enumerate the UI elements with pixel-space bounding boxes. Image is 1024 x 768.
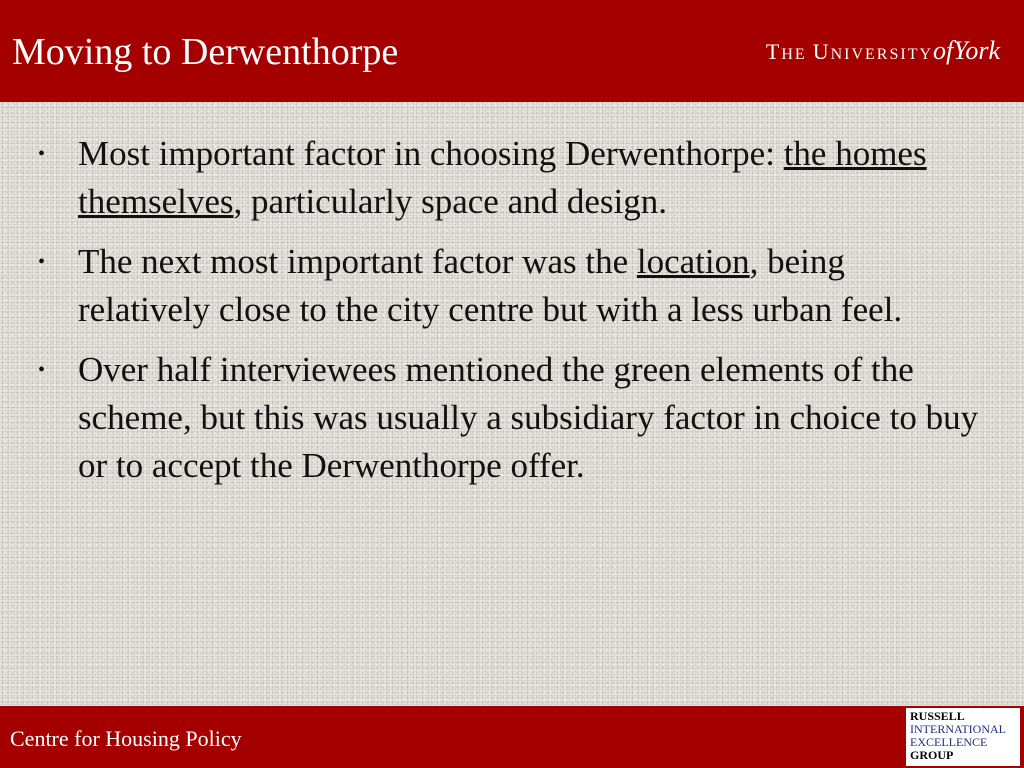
bullet-text: Over half interviewees mentioned the green elements of the scheme, but this was usually a subsidiary factor in choice to buy or to accept the Derwenthorpe offer. (78, 350, 979, 485)
bullet-text: The next most important factor was the (78, 242, 637, 281)
russell-line-1: RUSSELL (910, 709, 965, 723)
footer-bar (0, 706, 1024, 768)
header-bar (0, 0, 1024, 102)
logo-the-rest: HE (781, 46, 807, 63)
bullet-item-location (30, 238, 980, 334)
logo-of: of (933, 36, 954, 65)
logo-university-rest: NIVERSITY (830, 46, 934, 63)
bullet-text: , being relatively close to the city centre but with a less urban feel. (78, 242, 903, 329)
russell-line-2: INTERNATIONAL (910, 722, 1006, 736)
logo-the-initial: T (765, 39, 782, 64)
russell-line-3: EXCELLENCE (910, 735, 988, 749)
logo-university-initial: U (812, 39, 831, 64)
emphasis-homes-themselves: the homes themselves (78, 134, 927, 221)
slide-title: Moving to Derwenthorpe (12, 31, 399, 73)
bullet-icon: • (38, 359, 46, 381)
russell-line-4: GROUP (910, 748, 954, 762)
footer-department: Centre for Housing Policy (10, 726, 242, 751)
bullet-item-green-elements (30, 346, 980, 490)
russell-group-logo (906, 708, 1020, 766)
bullet-list (30, 130, 980, 502)
bullet-icon: • (38, 143, 46, 165)
emphasis-location: location (636, 242, 750, 281)
university-of-york-logo (766, 36, 1000, 66)
bullet-item-homes (30, 130, 980, 226)
bullet-text: Most important factor in choosing Derwenthorpe: (78, 134, 784, 173)
logo-york: York (953, 36, 1000, 65)
bullet-text: , particularly space and design. (233, 182, 667, 221)
bullet-icon: • (38, 251, 46, 273)
